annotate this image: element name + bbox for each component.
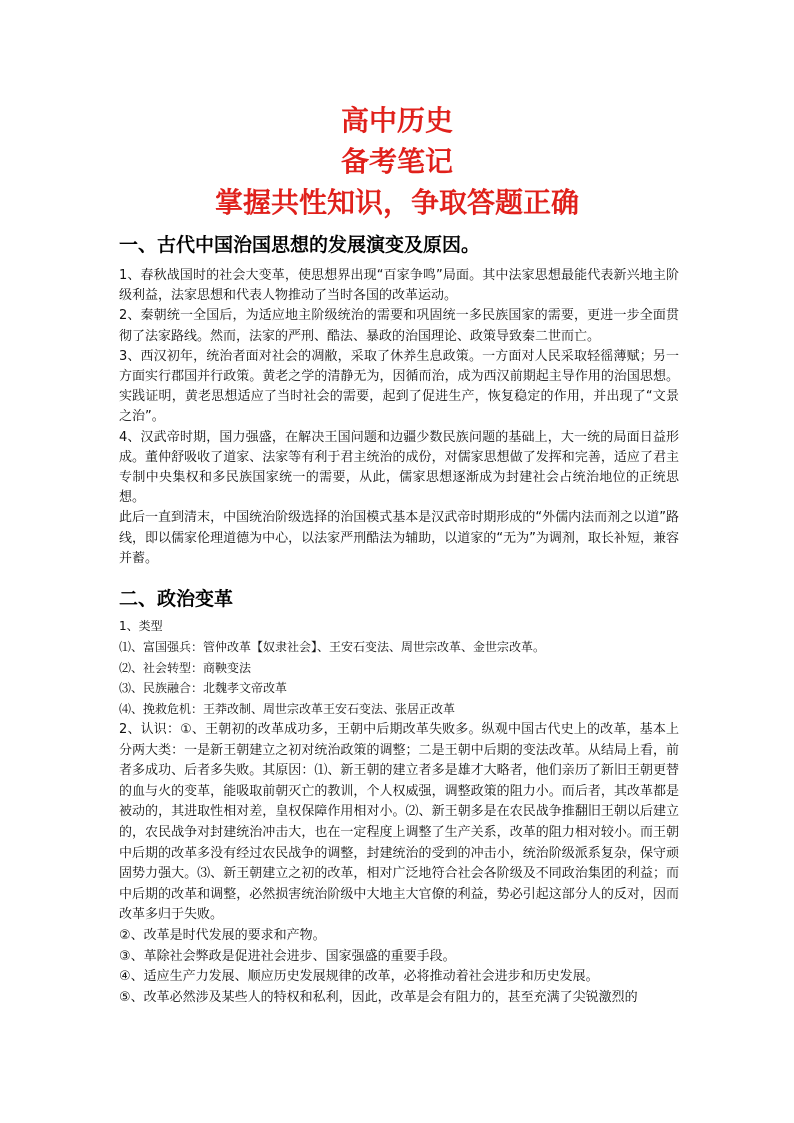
page-title: 高中历史 <box>340 104 453 137</box>
type-item: ⑶、民族融合：北魏孝文帝改革 <box>119 681 288 696</box>
paragraph: ④、适应生产力发展、顺应历史发展规律的改革，必将推动着社会进步和历史发展。 <box>119 969 599 985</box>
paragraph: 2、秦朝统一全国后，为适应地主阶级统治的需要和巩固统一多民族国家的需要，更进一步全面贯彻了法家路线。然而，法家的严刑、酷法、暴政的治国理论、政策导致秦二世而亡。 <box>119 308 679 344</box>
paragraph: 2、认识：①、王朝初的改革成功多，王朝中后期改革失败多。纵观中国古代史上的改革，基本上分两大类：一是新王朝建立之初对统治政策的调整；二是王朝中后期的变法改革。从结局上看，前者多成功、后者多失败。其原因：⑴、新王朝的建立者多是雄才大略者，他们亲历了新旧王朝更替的血与火的变革，能吸取前朝灭亡的教训，个人权威强，调整政策的阻力小。而后者，其改革都是被动的，其进取性相对差，皇权保障作用相对小。⑵、新王朝多是在农民战争推翻旧王朝以后建立的，农民战争对封建统治冲击大，也在一定程度上调整了生产关系，改革的阻力相对较小。而王朝中后期的改革多没有经过农民战争的调整，封建统治的受到的冲击小，统治阶级派系复杂，保守顽固势力强大。⑶、新王朝建立之初的改革，相对广泛地符合社会各阶级及不同政治集团的利益；而中后期的改革和调整，必然损害统治阶级中大地主大官僚的利益，势必引起这部分人的反对，因而改革多归于失败。 <box>119 721 679 923</box>
paragraph: ②、改革是时代发展的要求和产物。 <box>119 927 326 943</box>
type-item: ⑷、挽救危机：王莽改制、周世宗改革王安石变法、张居正改革 <box>119 702 456 717</box>
section-2-body <box>119 616 679 1008</box>
page-slogan: 掌握共性知识，争取答题正确 <box>214 186 579 219</box>
section-heading-2: 二、政治变革 <box>119 588 234 610</box>
paragraph: 4、汉武帝时期，国力强盛，在解决王国问题和边疆少数民族问题的基础上，大一统的局面日益形成。董仲舒吸收了道家、法家等有利于君主统治的成份，对儒家思想做了发挥和完善，适应了君主专制中央集权和多民族国家统一的需要，从此，儒家思想逐渐成为封建社会占统治地位的正统思想。 <box>119 429 679 506</box>
paragraph: ⑤、改革必然涉及某些人的特权和私利，因此，改革是会有阻力的，甚至充满了尖锐激烈的 <box>119 989 638 1005</box>
paragraph: 1、春秋战国时的社会大变革，使思想界出现“百家争鸣”局面。其中法家思想最能代表新兴地主阶级利益，法家思想和代表人物推动了当时各国的改革运动。 <box>119 268 679 304</box>
paragraph: 3、西汉初年，统治者面对社会的凋敝，采取了休养生息政策。一方面对人民采取轻徭薄赋；另一方面实行郡国并行政策。黄老之学的清静无为，因循而治，成为西汉前期起主导作用的治国思想。实践证明，黄老思想适应了当时社会的需要，起到了促进生产，恢复稳定的作用，并出现了“文景之治”。 <box>119 348 679 425</box>
page-subtitle: 备考笔记 <box>340 145 453 178</box>
types-title: 1、类型 <box>119 619 163 633</box>
paragraph: ③、革除社会弊政是促进社会进步、国家强盛的重要手段。 <box>119 948 456 964</box>
type-item: ⑵、社会转型：商鞅变法 <box>119 660 252 675</box>
title-block <box>0 100 794 223</box>
type-item: ⑴、富国强兵：管仲改革【奴隶社会】、王安石变法、周世宗改革、金世宗改革。 <box>119 639 546 654</box>
section-heading-1: 一、古代中国治国思想的发展演变及原因。 <box>119 234 481 256</box>
paragraph: 此后一直到清末，中国统治阶级选择的治国模式基本是汉武帝时期形成的“外儒内法而剂之以道”路线，即以儒家伦理道德为中心，以法家严刑酷法为辅助，以道家的“无为”为调剂，取长补短，兼容并蓄。 <box>119 510 679 566</box>
section-1-body <box>119 266 679 569</box>
